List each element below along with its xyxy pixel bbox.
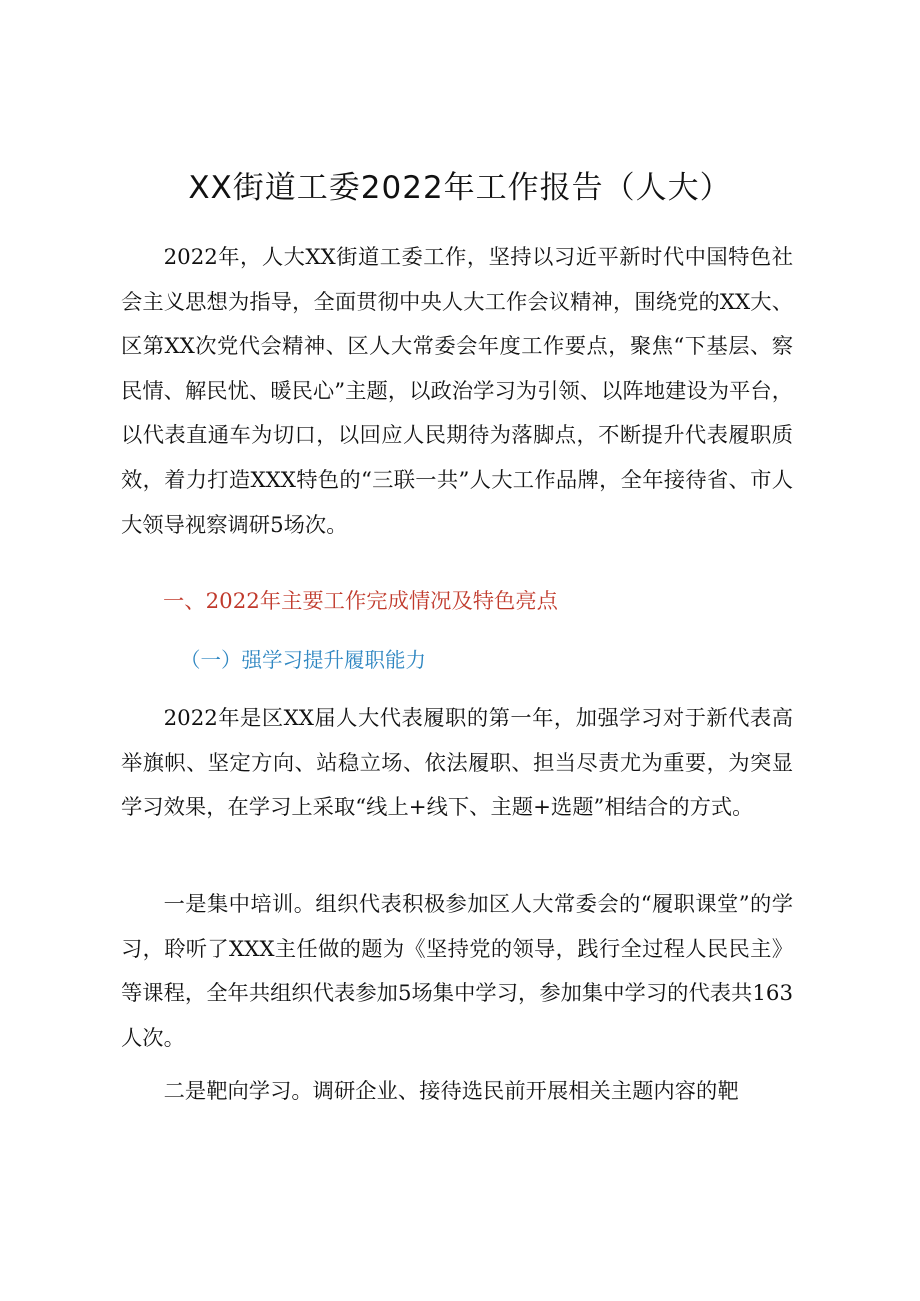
training-paragraph: 一是集中培训。组织代表积极参加区人大常委会的“履职课堂”的学习，聆听了XXX主任做的题为《坚持党的领导，践行全过程人民民主》等课程，全年共组织代表参加5场集中学习，参加集中学习的代表共163人次。 [121, 892, 793, 1051]
targeted-study-paragraph: 二是靶向学习。调研企业、接待选民前开展相关主题内容的靶 [163, 1079, 739, 1104]
section-heading: 一、2022年主要工作完成情况及特色亮点 [163, 589, 558, 614]
document-title: XX街道工委2022年工作报告（人大） [188, 170, 732, 206]
subsection-heading: （一）强学习提升履职能力 [180, 648, 426, 672]
study-paragraph: 2022年是区XX届人大代表履职的第一年，加强学习对于新代表高举旗帜、坚定方向、站稳立场、依法履职、担当尽责尤为重要，为突显学习效果，在学习上采取“线上+线下、主题+选题”相结合的方式。 [121, 706, 793, 821]
intro-paragraph: 2022年，人大XX街道工委工作，坚持以习近平新时代中国特色社会主义思想为指导，全面贯彻中央人大工作会议精神，围绕党的XX大、区第XX次党代会精神、区人大常委会年度工作要点，聚焦“下基层、察民情、解民忧、暖民心”主题，以政治学习为引领、以阵地建设为平台，以代表直通车为切口，以回应人民期待为落脚点，不断提升代表履职质效，着力打造XXX特色的“三联一共”人大工作品牌，全年接待省、市人大领导视察调研5场次。 [121, 245, 793, 538]
